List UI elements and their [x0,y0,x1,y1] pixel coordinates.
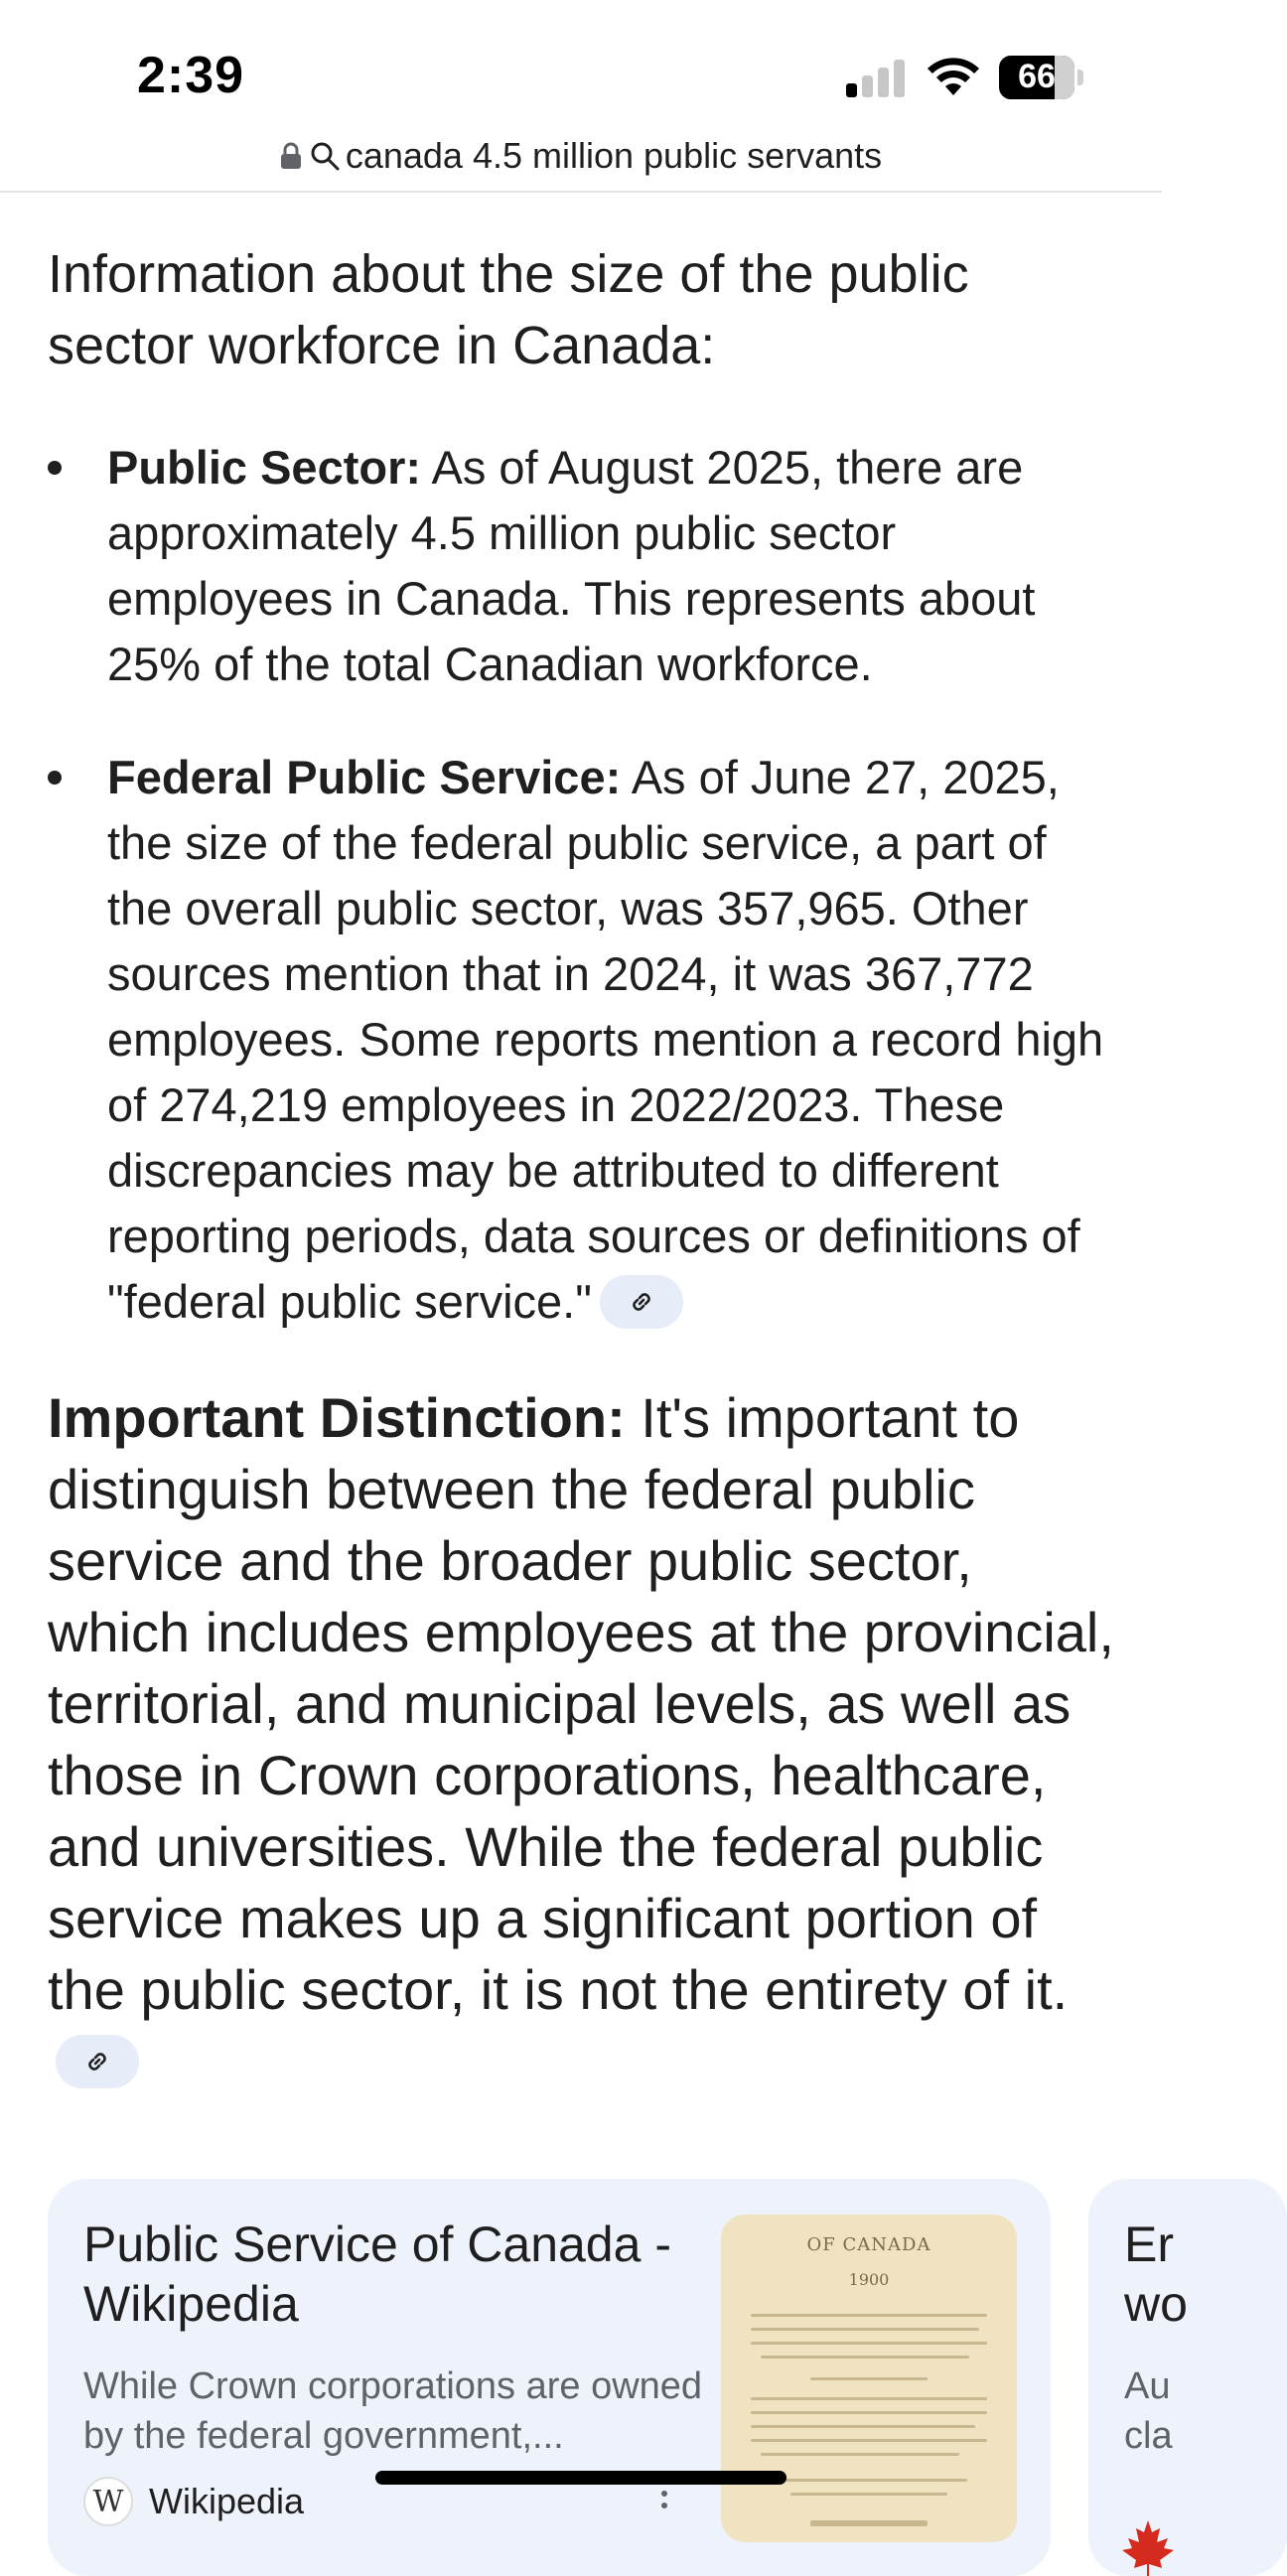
bullet-dot [48,771,62,785]
source-card-thumbnail [721,2215,1017,2542]
bullet-text: As of June 27, 2025, the size of the federal public service, a part of the overall public sector, was 357,965. Other sources mention that in 2024, it was 367,772 employees. Some reports mention a record high of 274,219 employees in 2022/2023. These discrepancies may be attributed to different reporting periods, data sources or definitions of "federal public service." [107,751,1104,1328]
address-bar[interactable] [0,119,1162,193]
battery-percent: 66 [1018,58,1056,95]
thumbnail-year: 1900 [848,2270,890,2289]
lock-icon [280,142,302,170]
source-card-snippet: While Crown corporations are owned by the federal government,... [83,2365,703,2457]
bullet-heading: Federal Public Service: [107,751,622,803]
bullet-dot [48,461,62,475]
search-icon [310,141,340,171]
list-item [48,435,1120,697]
link-icon [627,1287,656,1317]
distinction-paragraph [48,1382,1120,2097]
source-link-button[interactable] [56,2035,139,2088]
ai-answer [48,238,1120,2097]
cellular-signal-icon [846,58,908,97]
list-item [48,745,1120,1335]
search-query: canada 4.5 million public servants [345,135,883,176]
answer-intro: Information about the size of the public sector workforce in Canada: [48,244,969,375]
source-card-title: Er wo [1124,2217,1188,2332]
maple-leaf-icon [1118,2516,1178,2576]
status-time: 2:39 [137,47,245,104]
distinction-text: It's important to distinguish between the federal public service and the broader public sector, which includes employees at the provincial, territorial, and municipal levels, as well as those in Crown corporations, healthcare, and universities. While the federal public service makes up a significant portion of the public sector, it is not the entirety of it. [48,1386,1114,2021]
answer-bullets [48,435,1120,1335]
wifi-icon [926,56,981,97]
home-indicator[interactable] [375,2471,786,2485]
source-card-site [83,2477,304,2526]
bullet-heading: Public Sector: [107,441,422,494]
source-card-title: Public Service of Canada - Wikipedia [83,2217,671,2332]
source-link-button[interactable] [600,1275,683,1329]
source-card-partial[interactable] [1088,2179,1287,2576]
source-card-snippet: Au cla [1124,2365,1173,2457]
battery-icon [999,56,1082,99]
distinction-heading: Important Distinction: [48,1386,626,1449]
status-bar [0,0,1162,139]
wikipedia-icon: W [83,2477,133,2526]
header-divider [0,191,1162,193]
link-icon [82,2047,112,2076]
bullet-text: As of August 2025, there are approximately 4.5 million public sector employees in Canada. This represents about 25% of the total Canadian workforce. [107,441,1036,690]
thumbnail-heading: OF CANADA [806,2234,931,2255]
source-name: Wikipedia [149,2481,305,2521]
source-card-wikipedia[interactable] [48,2179,1051,2576]
